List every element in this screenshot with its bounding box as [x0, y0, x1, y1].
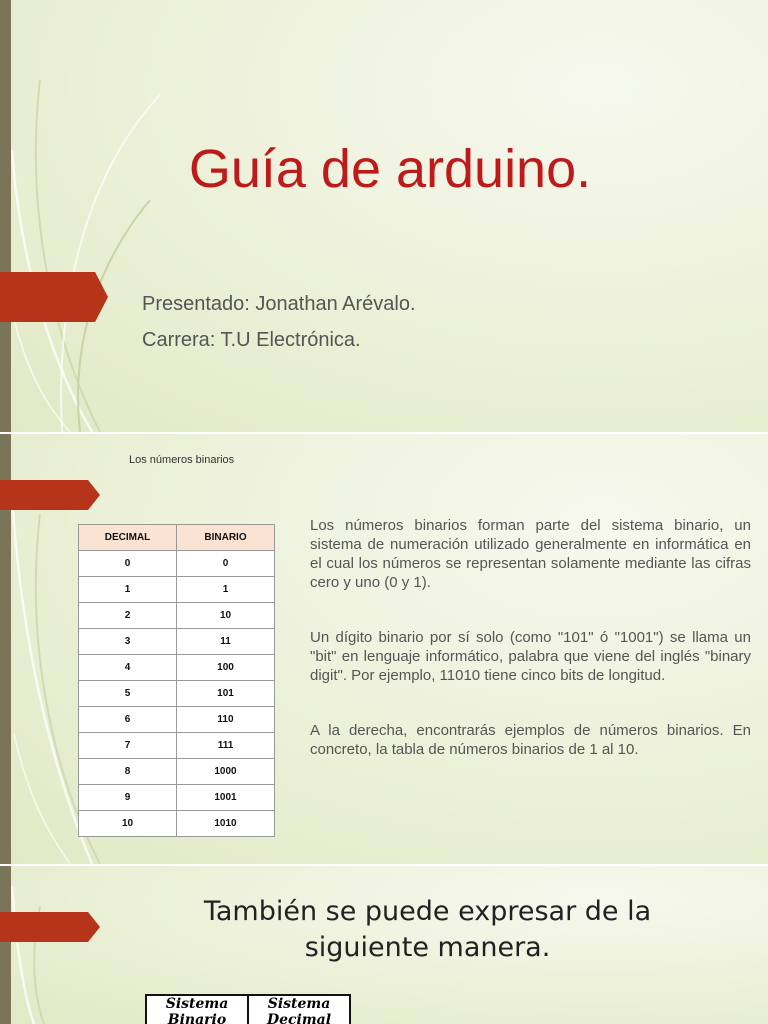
binary-cell: 1010 — [177, 811, 275, 837]
decimal-cell: 5 — [79, 681, 177, 707]
decimal-cell: 9 — [79, 785, 177, 811]
column-header: BINARIO — [177, 525, 275, 551]
table-header-row — [146, 995, 350, 1024]
title-slide — [0, 0, 768, 432]
arrow-accent-shape — [0, 272, 108, 322]
left-accent-bar — [0, 0, 11, 432]
decorative-swoosh — [0, 0, 200, 432]
table-row — [79, 577, 275, 603]
binary-cell: 1001 — [177, 785, 275, 811]
career-text: Carrera: T.U Electrónica. — [142, 329, 361, 351]
decimal-cell: 7 — [79, 733, 177, 759]
column-header: Sistema Binario — [146, 995, 248, 1024]
binary-cell: 101 — [177, 681, 275, 707]
binary-cell: 11 — [177, 629, 275, 655]
binary-cell: 110 — [177, 707, 275, 733]
binary-cell: 1 — [177, 577, 275, 603]
left-accent-bar — [0, 866, 11, 1024]
body-paragraph: A la derecha, encontrarás ejemplos de números binarios. En concreto, la tabla de números binarios de 1 al 10. — [310, 722, 751, 758]
alternate-expression-slide — [0, 866, 768, 1024]
decimal-cell: 4 — [79, 655, 177, 681]
binary-cell: 100 — [177, 655, 275, 681]
binary-cell: 10 — [177, 603, 275, 629]
decimal-cell: 2 — [79, 603, 177, 629]
table-row — [79, 733, 275, 759]
table-header-row — [79, 525, 275, 551]
decimal-cell: 1 — [79, 577, 177, 603]
binary-numbers-slide — [0, 434, 768, 864]
body-paragraph: Un dígito binario por sí solo (como "101" ó "1001") se llama un "bit" en lenguaje informático, palabra que viene del inglés "binary digit". Por ejemplo, 11010 tiene cinco bits de longitud. — [310, 629, 751, 684]
binary-table — [78, 524, 275, 837]
slide-title: Guía de arduino. — [188, 139, 592, 199]
decimal-cell: 8 — [79, 759, 177, 785]
table-row — [79, 811, 275, 837]
body-paragraph: Los números binarios forman parte del sistema binario, un sistema de numeración utilizado generalmente en informática en el cual los números se representan solamente mediante las cifras cero y uno (0 y 1). — [310, 517, 751, 591]
table-row — [79, 551, 275, 577]
table-row — [79, 785, 275, 811]
arrow-accent-shape — [0, 912, 100, 942]
table-row — [79, 603, 275, 629]
column-header: DECIMAL — [79, 525, 177, 551]
column-header: Sistema Decimal — [248, 995, 350, 1024]
arrow-accent-shape — [0, 480, 100, 510]
table-row — [79, 759, 275, 785]
table-row — [79, 681, 275, 707]
decimal-cell: 0 — [79, 551, 177, 577]
table-row — [79, 707, 275, 733]
decimal-cell: 3 — [79, 629, 177, 655]
system-table — [145, 994, 351, 1024]
decimal-cell: 10 — [79, 811, 177, 837]
presenter-text: Presentado: Jonathan Arévalo. — [142, 293, 416, 315]
slide-title: También se puede expresar de la siguiente manera. — [203, 896, 652, 963]
slide-heading: Los números binarios — [129, 454, 235, 466]
table-row — [79, 655, 275, 681]
binary-cell: 1000 — [177, 759, 275, 785]
decimal-cell: 6 — [79, 707, 177, 733]
binary-cell: 0 — [177, 551, 275, 577]
binary-cell: 111 — [177, 733, 275, 759]
table-row — [79, 629, 275, 655]
